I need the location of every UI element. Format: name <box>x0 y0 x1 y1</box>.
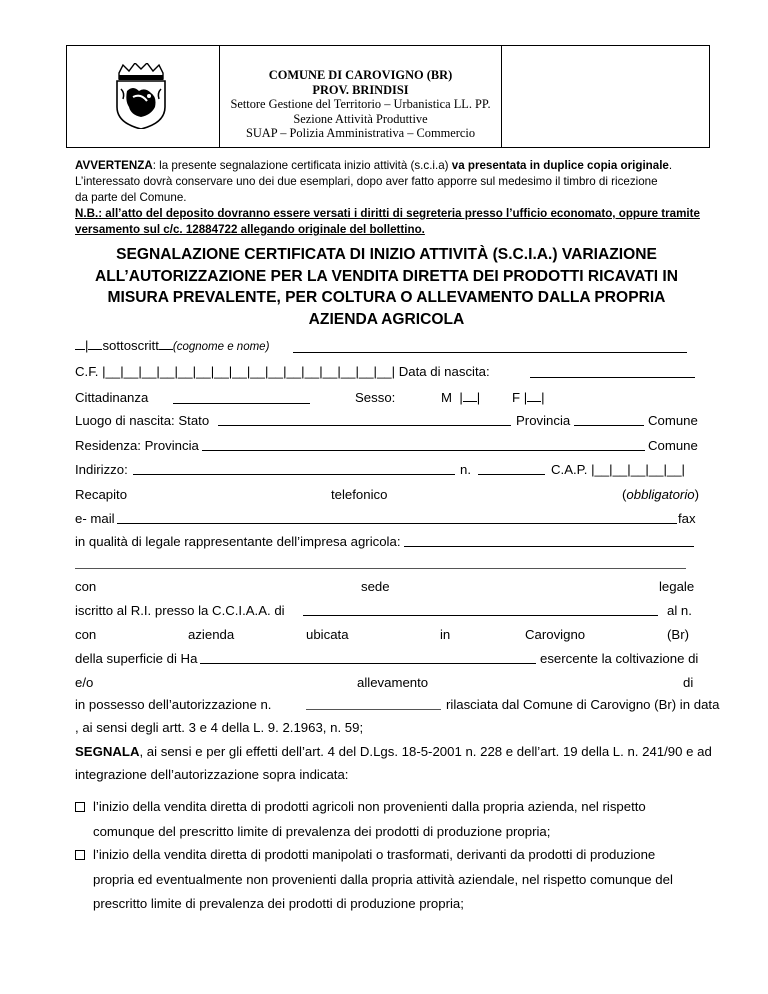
row-sottoscritto: | sottoscritt (cognome e nome) <box>75 338 698 355</box>
row-email <box>75 511 698 527</box>
warning-box: AVVERTENZA: la presente segnalazione certificata inizio attività (s.c.i.a) va presentata in duplice copia originale. L’interessato dovrà conservare uno dei due esemplari, dopo aver fatto apporre sul medesimo il timbro di ricezione da parte del Comune. N.B.: all’atto del deposito dovranno essere versati i diritti di segreteria presso l’ufficio economato, oppure tramite versamento sul c/c. 12884722 allegando originale del bollettino. <box>75 159 700 236</box>
title-line-3: MISURA PREVALENTE, PER COLTURA O ALLEVAMENTO DALLA PROPRIA <box>107 289 666 306</box>
br-label: (Br) <box>667 627 689 642</box>
contact-label: Recapito <box>75 487 128 502</box>
gender-blank-2[interactable] <box>88 349 102 350</box>
option-1 <box>75 794 698 844</box>
con-label: con <box>75 579 97 594</box>
coat-of-arms-cell <box>67 46 220 147</box>
issued-label: rilasciata dal Comune di Carovigno (Br) in data <box>446 697 720 712</box>
warning-text-1: : la presente segnalazione certificata inizio attività (s.c.i.a) <box>152 159 452 172</box>
row-integrazione <box>75 767 698 783</box>
birth-state-field[interactable] <box>218 425 511 426</box>
law-reference: , ai sensi degli artt. 3 e 4 della L. 9. 2.1963, n. 59; <box>75 720 364 735</box>
header-table <box>66 45 710 148</box>
registry-number-label: al n. <box>667 603 692 618</box>
header-line-5: SUAP – Polizia Amministrativa – Commercio <box>245 126 476 141</box>
nb-line-1: N.B.: all’atto del deposito dovranno essere versati i diritti di segreteria presso l’ufficio economato, oppure tramite <box>75 207 700 220</box>
option-2 <box>75 843 698 917</box>
ubicata-label: ubicata <box>306 627 349 642</box>
gender-blank-3[interactable] <box>159 349 173 350</box>
con2-label: con <box>75 627 97 642</box>
header-line-2: PROV. BRINDISI <box>312 82 409 97</box>
birth-comune-label: Comune <box>648 413 698 428</box>
cap-group <box>551 462 685 478</box>
street-number-label: n. <box>460 462 471 477</box>
row-sensi <box>75 720 698 736</box>
and-or-label: e/o <box>75 675 94 690</box>
residence-province-field[interactable] <box>202 450 645 451</box>
option-2-checkbox[interactable] <box>75 850 85 860</box>
citizenship-label: Cittadinanza <box>75 390 149 405</box>
name-field[interactable] <box>293 352 687 353</box>
birth-place-label: Luogo di nascita: Stato <box>75 413 210 428</box>
cap-label: C.A.P. <box>551 462 588 477</box>
di-label: di <box>683 675 694 690</box>
header-line-3: Settore Gestione del Territorio – Urbanistica LL. PP. <box>230 97 491 112</box>
cap-boxes[interactable]: |__|__|__|__|__| <box>591 462 685 477</box>
warning-line-2: L’interessato dovrà conservare uno dei due esemplari, dopo aver fatto apporre sul medesimo il timbro di ricezione <box>75 175 658 188</box>
document-title <box>75 244 698 330</box>
segnala-text: , ai sensi e per gli effetti dell’art. 4 del D.Lgs. 18-5-2001 n. 228 e dell’art. 19 della L. n. 241/90 e ad <box>139 744 712 759</box>
warning-label: AVVERTENZA <box>75 159 153 172</box>
header-text <box>220 68 501 141</box>
option-2-line-2: propria ed eventualmente non provenienti dalla propria attività aziendale, nel rispetto comunque del <box>93 871 673 887</box>
option-1-line-2: comunque del prescritto limite di prevalenza dei prodotti di produzione propria; <box>93 824 551 839</box>
row-iscritto <box>75 603 698 619</box>
in-label: in <box>440 627 451 642</box>
header-line-1: COMUNE DI CAROVIGNO (BR) <box>268 68 453 82</box>
cultivation-label: esercente la coltivazione di <box>540 651 699 666</box>
residence-comune-label: Comune <box>648 438 698 453</box>
option-1-checkbox[interactable] <box>75 802 85 812</box>
coat-of-arms-icon <box>111 63 171 129</box>
company-field[interactable] <box>404 546 694 547</box>
option-2-line-1: l’inizio della vendita diretta di prodotti manipolati o trasformati, derivanti da prodotti di produzione <box>93 847 656 862</box>
title-line-2: ALL’AUTORIZZAZIONE PER LA VENDITA DIRETTA DEI PRODOTTI RICAVATI IN <box>94 267 679 285</box>
residence-label: Residenza: Provincia <box>75 438 199 453</box>
option-1-line-1: l’inizio della vendita diretta di prodotti agricoli non provenienti dalla propria azienda, nel rispetto <box>93 799 646 814</box>
cf-boxes[interactable]: |__|__|__|__|__|__|__|__|__|__|__|__|__|__|__|__| <box>102 364 396 379</box>
warning-bold-1: va presentata in duplice copia originale <box>451 159 669 172</box>
birth-date-field[interactable] <box>530 377 695 378</box>
nb-line-2: versamento sul c/c. 12884722 allegando originale del bollettino. <box>75 223 425 236</box>
title-line-1: SEGNALAZIONE CERTIFICATA DI INIZIO ATTIVITÀ (S.C.I.A.) VARIAZIONE <box>116 246 657 263</box>
surface-label: della superficie di Ha <box>75 651 198 666</box>
cognome-label: (cognome e nome) <box>172 341 270 353</box>
street-number-field[interactable] <box>478 474 545 475</box>
phone-label: telefonico <box>331 487 388 502</box>
address-field[interactable] <box>133 474 455 475</box>
warning-line-3: da parte del Comune. <box>75 191 187 204</box>
integration-label: integrazione dell’autorizzazione sopra indicata: <box>75 767 349 782</box>
sottoscritt-label: sottoscritt <box>102 338 159 353</box>
birth-province-field[interactable] <box>574 425 644 426</box>
address-label: Indirizzo: <box>75 462 128 477</box>
mandatory-note: (obbligatorio) <box>622 487 699 502</box>
row-luogo <box>75 413 698 429</box>
azienda-label: azienda <box>188 627 235 642</box>
authorization-number-field[interactable] <box>306 709 441 710</box>
birth-province-label: Provincia <box>516 413 571 428</box>
email-label: e- mail <box>75 511 115 526</box>
row-segnala <box>75 744 712 760</box>
segnala-label: SEGNALA <box>75 744 140 759</box>
row-qualita <box>75 534 698 550</box>
title-line-4: AZIENDA AGRICOLA <box>308 310 465 328</box>
sex-label: Sesso: <box>355 390 396 405</box>
surface-field[interactable] <box>200 663 536 664</box>
sex-f-option[interactable]: F | | <box>512 390 545 405</box>
cciaa-field[interactable] <box>303 615 658 616</box>
gender-blank-1[interactable] <box>75 349 85 350</box>
authorization-label: in possesso dell’autorizzazione n. <box>75 697 272 712</box>
sede-label: sede <box>361 579 390 594</box>
citizenship-field[interactable] <box>173 403 310 404</box>
registry-label: iscritto al R.I. presso la C.C.I.A.A. di <box>75 603 285 618</box>
birth-date-label: Data di nascita: <box>398 364 490 379</box>
row-azienda <box>75 627 698 643</box>
breeding-label: allevamento <box>357 675 429 690</box>
option-2-line-3: prescritto limite di prevalenza dei prodotti di produzione propria; <box>93 896 464 911</box>
representative-label: in qualità di legale rappresentante dell’impresa agricola: <box>75 534 401 549</box>
header-line-4: Sezione Attività Produttive <box>293 111 428 126</box>
fax-label: fax <box>678 511 696 526</box>
cf-label: C.F. <box>75 364 99 379</box>
row-residenza <box>75 438 698 454</box>
company-field-continued[interactable] <box>75 568 686 569</box>
carovigno-label: Carovigno <box>525 627 586 642</box>
legale-label: legale <box>659 579 695 594</box>
email-field[interactable] <box>117 523 677 524</box>
header-right-divider <box>501 46 502 147</box>
sex-m-option[interactable]: M | | <box>441 390 481 405</box>
